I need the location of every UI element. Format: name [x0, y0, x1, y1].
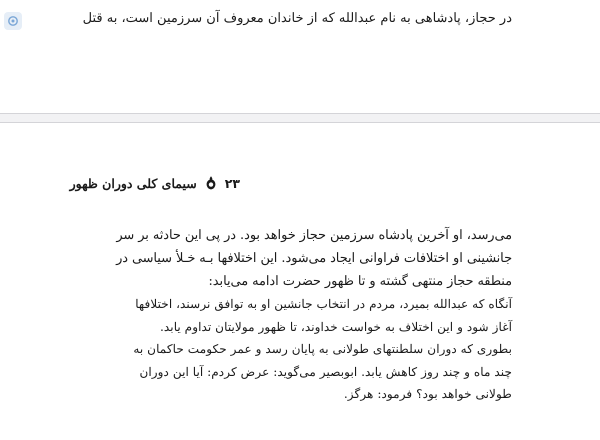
paragraph-line: جانشینی او اختلافات فراوانی ایجاد می‌شود. این اختلافها بـه خـلأ سیاسی در — [116, 251, 512, 266]
page-number: ۲۳ — [224, 175, 240, 191]
ornament-icon — [203, 175, 219, 191]
paragraph-line: منطقه حجاز منتهی گشته و تا ظهور حضرت ادامه می‌یابد: — [208, 274, 512, 289]
sidebar-tab-icon[interactable] — [4, 12, 22, 30]
page-separator — [0, 114, 600, 122]
sidebar-tab-glyph — [7, 15, 19, 27]
previous-page — [0, 0, 600, 114]
quote-line: چند ماه و چند روز کاهش یابد. ابوبصیر می‌گوید: عرض کردم: آیا این دوران — [139, 364, 512, 379]
body-text — [92, 224, 512, 406]
quote-line: آغاز شود و این اختلاف به خواست خداوند، تا ظهور مولایتان تداوم یابد. — [160, 319, 512, 334]
hadith-quote — [92, 293, 512, 406]
quote-line: طولانی خواهد بود؟ فرمود: هرگز. — [343, 387, 512, 401]
main-paragraph — [92, 224, 512, 293]
current-page — [0, 122, 600, 440]
paragraph-line: می‌رسد، او آخرین پادشاه سرزمین حجاز خواهد بود. در پی این حادثه بر سر — [116, 228, 512, 243]
running-header — [70, 175, 240, 191]
quote-line: آنگاه که عبدالله بمیرد، مردم در انتخاب جانشین او به توافق نرسند، اختلافها — [135, 297, 512, 311]
previous-page-last-line: در حجاز، پادشاهی به نام عبدالله که از خاندان معروف آن سرزمین است، به قتل — [82, 11, 512, 26]
header-title: سیمای کلی دوران ظهور — [69, 175, 197, 191]
quote-line: بطوری که دوران سلطنتهای طولانی به پایان رسد و عمر حکومت حاکمان به — [133, 342, 512, 356]
